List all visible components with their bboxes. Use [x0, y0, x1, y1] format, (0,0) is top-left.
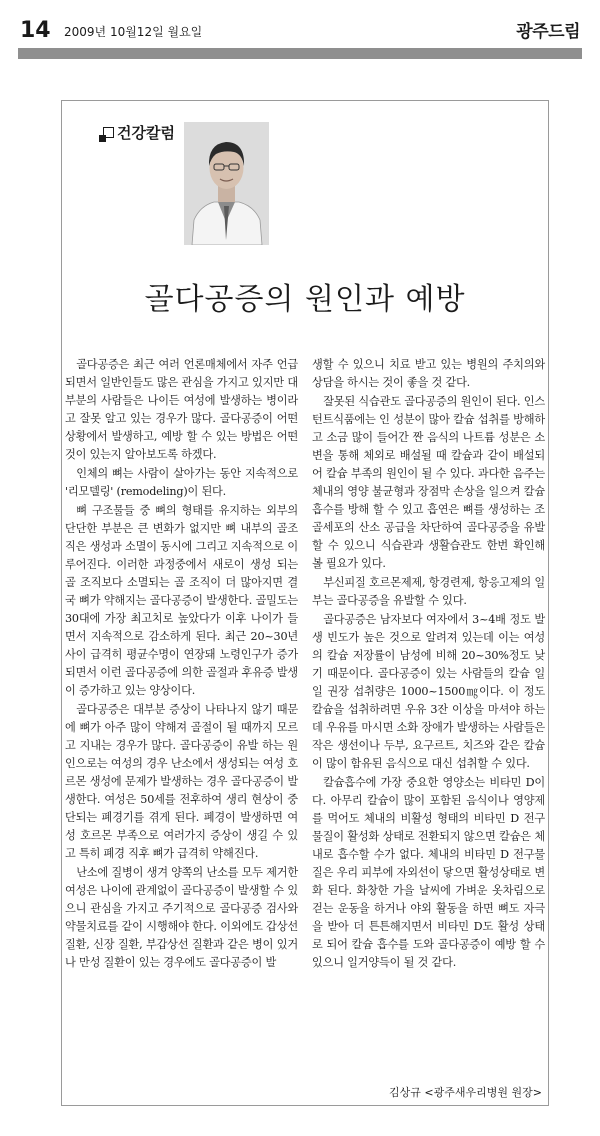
paragraph: 부신피질 호르몬제제, 항경련제, 항응고제의 일부는 골다공증을 유발할 수 있다. — [312, 576, 545, 607]
paragraph: 잘못된 식습관도 골다공증의 원인이 된다. 인스턴트식품에는 인 성분이 많아 칼슘 섭취를 방해하고 소금 많이 들어간 짠 음식의 나트륨 성분은 소변을 통해 체외로 배설될 때 칼슘과 같이 배설되어 칼슘 부족의 원인이 될 수 있다. 과다한 음주는 체내의 영양 불균형과 장점막 손상을 일으켜 칼슘 흡수를 방해 할 수 있고 흡연은 뼈를 생성하는 조골세포의 산소 공급을 차단하여 골다공증을 유발 할 수 있으니 식습관과 생활습관도 한번 확인해 볼 필요가 있다. — [312, 395, 545, 570]
publication-date: 2009년 10월12일 월요일 — [64, 25, 203, 39]
newspaper-name: 광주드림 — [516, 22, 580, 42]
column-tag-label: 건강칼럼 — [117, 124, 175, 142]
paragraph: 칼슘흡수에 가장 중요한 영양소는 비타민 D이다. 아무리 칼슘이 많이 포함된 음식이나 영양제를 먹어도 체내의 비활성 형태의 비타민 D 전구물질이 활성화 상태로 전환되지 않으면 칼슘은 체내로 흡수할 수가 없다. 체내의 비타민 D 전구물질은 우리 피부에 자외선이 닿으면 활성상태로 변화 된다. 화창한 가을 날씨에 가벼운 옷차림으로 걷는 운동을 하거나 야외 활동을 하면 뼈도 자극을 받아 더 튼튼해지면서 비타민 D도 활성 상태로 되어 칼슘 흡수를 도와 골다공증이 예방 할 수 있으니 일거양득이 될 것 같다. — [312, 776, 545, 969]
article-column-right — [312, 356, 545, 973]
author-byline: 김상규 <광주새우리병원 원장> — [389, 1086, 542, 1099]
tag-bullet-icon — [103, 127, 114, 138]
article-headline: 골다공증의 원인과 예방 — [144, 282, 466, 317]
column-tag — [103, 124, 175, 142]
paragraph: 골다공증은 대부분 증상이 나타나지 않기 때문에 뼈가 아주 많이 약해져 골절이 될 때까지 모르고 지내는 경우가 많다. 골다공증이 유발 하는 원인으로는 여성의 경우 난소에서 생성되는 여성 호르몬 생성에 문제가 발생하는 경우 골다공증이 발생한다. 여성은 50세를 전후하여 생리 현상이 중단되는 폐경기를 겪게 된다. 폐경이 발생하면 여성 호르몬 부족으로 여러가지 증상이 생길 수 있고 특히 폐경 직후 뼈가 급격히 약해진다. — [65, 703, 298, 860]
paragraph: 인체의 뼈는 사람이 살아가는 동안 지속적으로 '리모델링' (remodeling)이 된다. — [65, 467, 298, 498]
page-number: 14 — [20, 18, 51, 43]
page-header — [18, 20, 582, 46]
author-photo — [184, 122, 269, 245]
header-rule — [18, 48, 582, 59]
paragraph: 난소에 질병이 생겨 양쪽의 난소를 모두 제거한 여성은 나이에 관계없이 골다공증이 발생할 수 있으니 관심을 가지고 주기적으로 골다공증 검사와 약물치료를 같이 시행해야 한다. 이외에도 갑상선 질환, 신장 질환, 부갑상선 질환과 같은 병이 있거나 만성 질환이 있는 경우에도 골다공증이 발 — [65, 866, 298, 969]
article-body — [65, 356, 545, 973]
paragraph: 골다공증은 최근 여러 언론매체에서 자주 언급되면서 일반인들도 많은 관심을 가지고 있지만 대부분의 사람들은 나이든 여성에 발생하는 병이라고 잘못 알고 있는 경우가 많다. 골다공증이 어떤 상황에서 발생하고, 예방 할 수 있는 방법은 어떤 것이 있는지 알아보도록 하겠다. — [65, 358, 298, 461]
article-column-left — [65, 356, 298, 973]
paragraph: 생할 수 있으니 치료 받고 있는 병원의 주치의와 상담을 하시는 것이 좋을 것 같다. — [312, 358, 545, 389]
paragraph: 뼈 구조물들 중 뼈의 형태를 유지하는 외부의 단단한 부분은 큰 변화가 없지만 뼈 내부의 골조직은 생성과 소멸이 동시에 그리고 지속적으로 이루어진다. 이러한 과정중에서 새로이 생성 되는 골 조직보다 소멸되는 골 조직이 더 많아지면 결국 뼈가 약해지는 골다공증이 발생한다. 골밀도는 30대에 가장 최고치로 높았다가 이후 나이가 들면서 지속적으로 감소하게 된다. 최근 20~30년 사이 급격히 평균수명이 연장돼 노령인구가 증가되면서 이런 골다공증에 의한 골절과 후유증 발생이 증가하고 있는 양상이다. — [65, 504, 298, 697]
paragraph: 골다공증은 남자보다 여자에서 3~4배 정도 발생 빈도가 높은 것으로 알려져 있는데 이는 여성의 칼슘 저장률이 남성에 비해 20~30%정도 낮기 때문이다. 골다공증이 있는 사람들의 칼슘 일일 권장 섭취량은 1000~1500㎎이다. 이 정도 칼슘을 섭취하려면 우유 3잔 이상을 마셔야 하는데 우유를 마시면 소화 장애가 발생하는 사람들은 작은 생선이나 두부, 요구르트, 치즈와 같은 칼슘이 많이 함유된 음식으로 대신 섭취할 수 있다. — [312, 613, 545, 770]
